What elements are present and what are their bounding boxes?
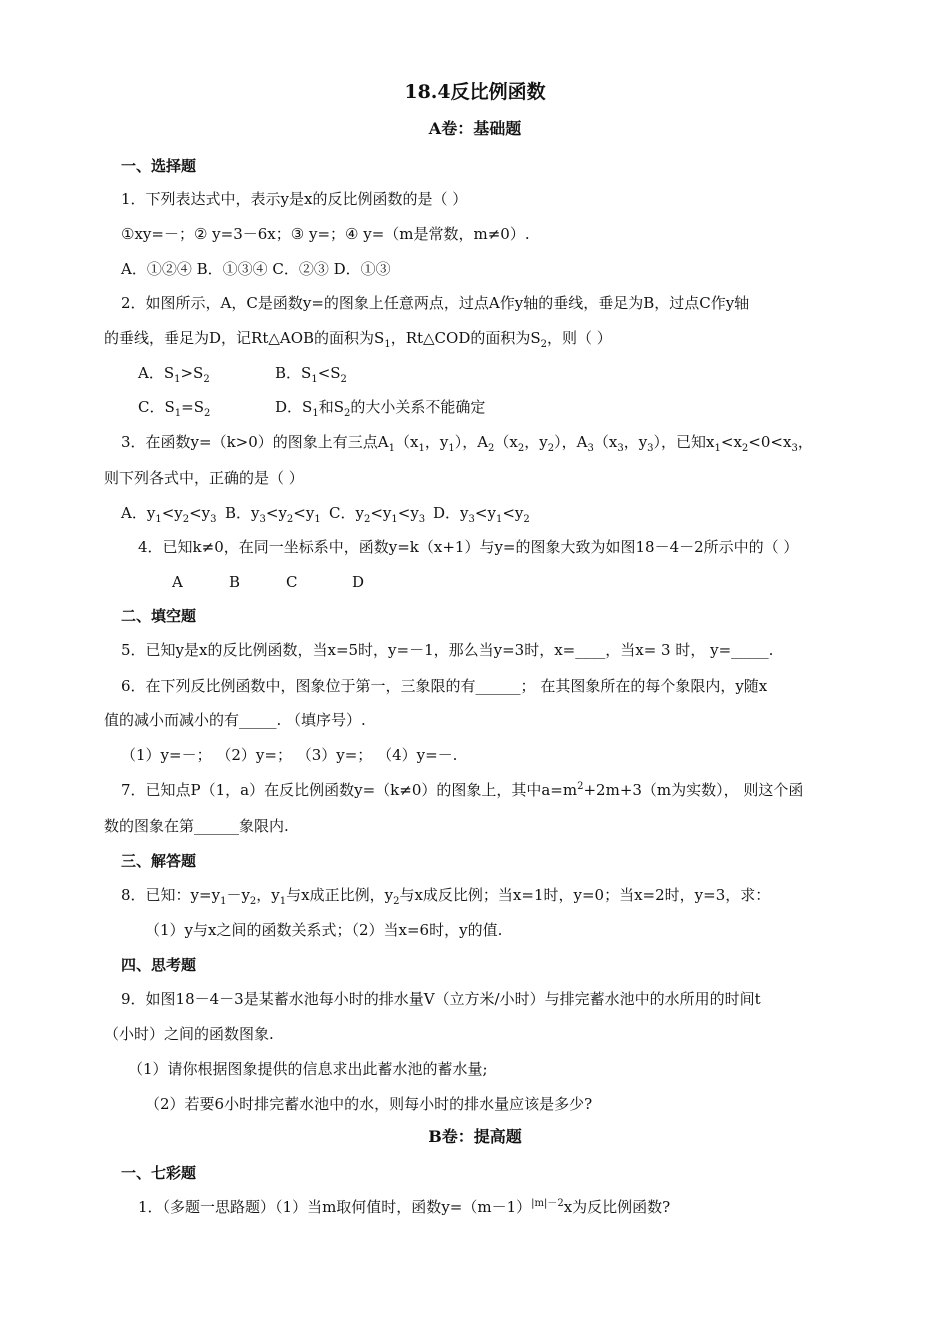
q4-stem: 4．已知k≠0，在同一坐标系中，函数y=k（x+1）与y=的图象大致为如图18－4－2所示中的（ ） bbox=[138, 538, 799, 556]
q9-line2: （小时）之间的函数图象. bbox=[104, 1025, 274, 1043]
part-b-heading: B卷：提高题 bbox=[428, 1127, 522, 1146]
section-colorful-heading: 一、七彩题 bbox=[121, 1164, 197, 1182]
q1-stem: 1．下列表达式中，表示y是x的反比例函数的是（ ） bbox=[121, 190, 468, 208]
part-a-heading: A卷：基础题 bbox=[428, 119, 522, 138]
q9-line3: （1）请你根据图象提供的信息求出此蓄水池的蓄水量; bbox=[128, 1060, 488, 1078]
section-answer-heading: 三、解答题 bbox=[121, 852, 197, 870]
q2-option-d: D．$S_1$和$S_2$的大小关系不能确定 bbox=[275, 398, 486, 419]
q2-option-a: A．$S_1>S_2$ bbox=[138, 364, 210, 385]
q1-items: ①xy=－；② y=3－6x；③ y=；④ y=（m是常数，m≠0）. bbox=[121, 225, 530, 243]
q3-line1: 3．在函数y=（k>0）的图象上有三点$A_1(x_1$，$y_1$），$A_2(x_2$，$y_2$），$A_3(x_3$，$y_3$），已知$x_1<x_2<0<x_3$， bbox=[121, 433, 813, 454]
q6-line3: （1）y=－； （2）y=； （3）y=； （4）y=－. bbox=[121, 746, 458, 764]
q6-line1: 6．在下列反比例函数中，图象位于第一，三象限的有______； 在其图象所在的每个象限内，y随x bbox=[121, 677, 768, 695]
q7-line2: 数的图象在第______象限内. bbox=[104, 817, 289, 835]
page-title: 18.4反比例函数 bbox=[404, 81, 546, 103]
section-choice-heading: 一、选择题 bbox=[121, 157, 197, 175]
q9-line4: （2）若要6小时排完蓄水池中的水，则每小时的排水量应该是多少? bbox=[145, 1095, 593, 1113]
q7-line1: 7．已知点P（1，a）在反比例函数y=（k≠0）的图象上，其中$a=m^2+2m+3(m$为实数）， 则这个函 bbox=[121, 781, 804, 799]
q2-option-c: C．$S_1=S_2$ bbox=[138, 398, 211, 419]
q5-text: 5．已知y是x的反比例函数，当x=5时，y=－1，那么当y=3时，x=____，当x= 3 时， y=_____. bbox=[121, 641, 774, 659]
section-think-heading: 四、思考题 bbox=[121, 956, 197, 974]
q2-option-b: B．$S_1<S_2$ bbox=[275, 364, 347, 385]
q1-options: A．①②④ B．①③④ C．②③ D．①③ bbox=[121, 260, 391, 278]
q8-line1: 8．已知：$y=y_1-y_2$，$y_1$与x成正比例，$y_2$与x成反比例；当x=1时，y=0；当x=2时，y=3，求： bbox=[121, 886, 771, 907]
q8-line2: （1）y与x之间的函数关系式；（2）当x=6时，y的值. bbox=[145, 921, 503, 939]
q6-line2: 值的减小而减小的有_____. （填序号）. bbox=[104, 711, 366, 729]
q9-line1: 9．如图18－4－3是某蓄水池每小时的排水量V（立方米/小时）与排完蓄水池中的水所用的时间t bbox=[121, 990, 761, 1008]
q4-figure-labels: A B C D bbox=[172, 573, 365, 591]
q2-line2: 的垂线，垂足为D，记Rt△AOB的面积为$S_1$，Rt△COD的面积为$S_2$，则（ ） bbox=[104, 329, 612, 350]
q3-line2: 则下列各式中，正确的是（ ） bbox=[104, 469, 304, 487]
q2-line1: 2．如图所示，A，C是函数y=的图象上任意两点，过点A作y轴的垂线，垂足为B，过点C作y轴 bbox=[121, 294, 750, 312]
b-q1-line: 1．（多题一思路题）（1）当m取何值时，函数$y=(m-1)^{|m|-2}x$为反比例函数? bbox=[138, 1198, 671, 1216]
section-fill-heading: 二、填空题 bbox=[121, 607, 197, 625]
q3-options: A．$y_1<y_2<y_3$ B．$y_3<y_2<y_1$ C．$y_2<y_1<y_3$ D．$y_3<y_1<y_2$ bbox=[121, 504, 530, 525]
